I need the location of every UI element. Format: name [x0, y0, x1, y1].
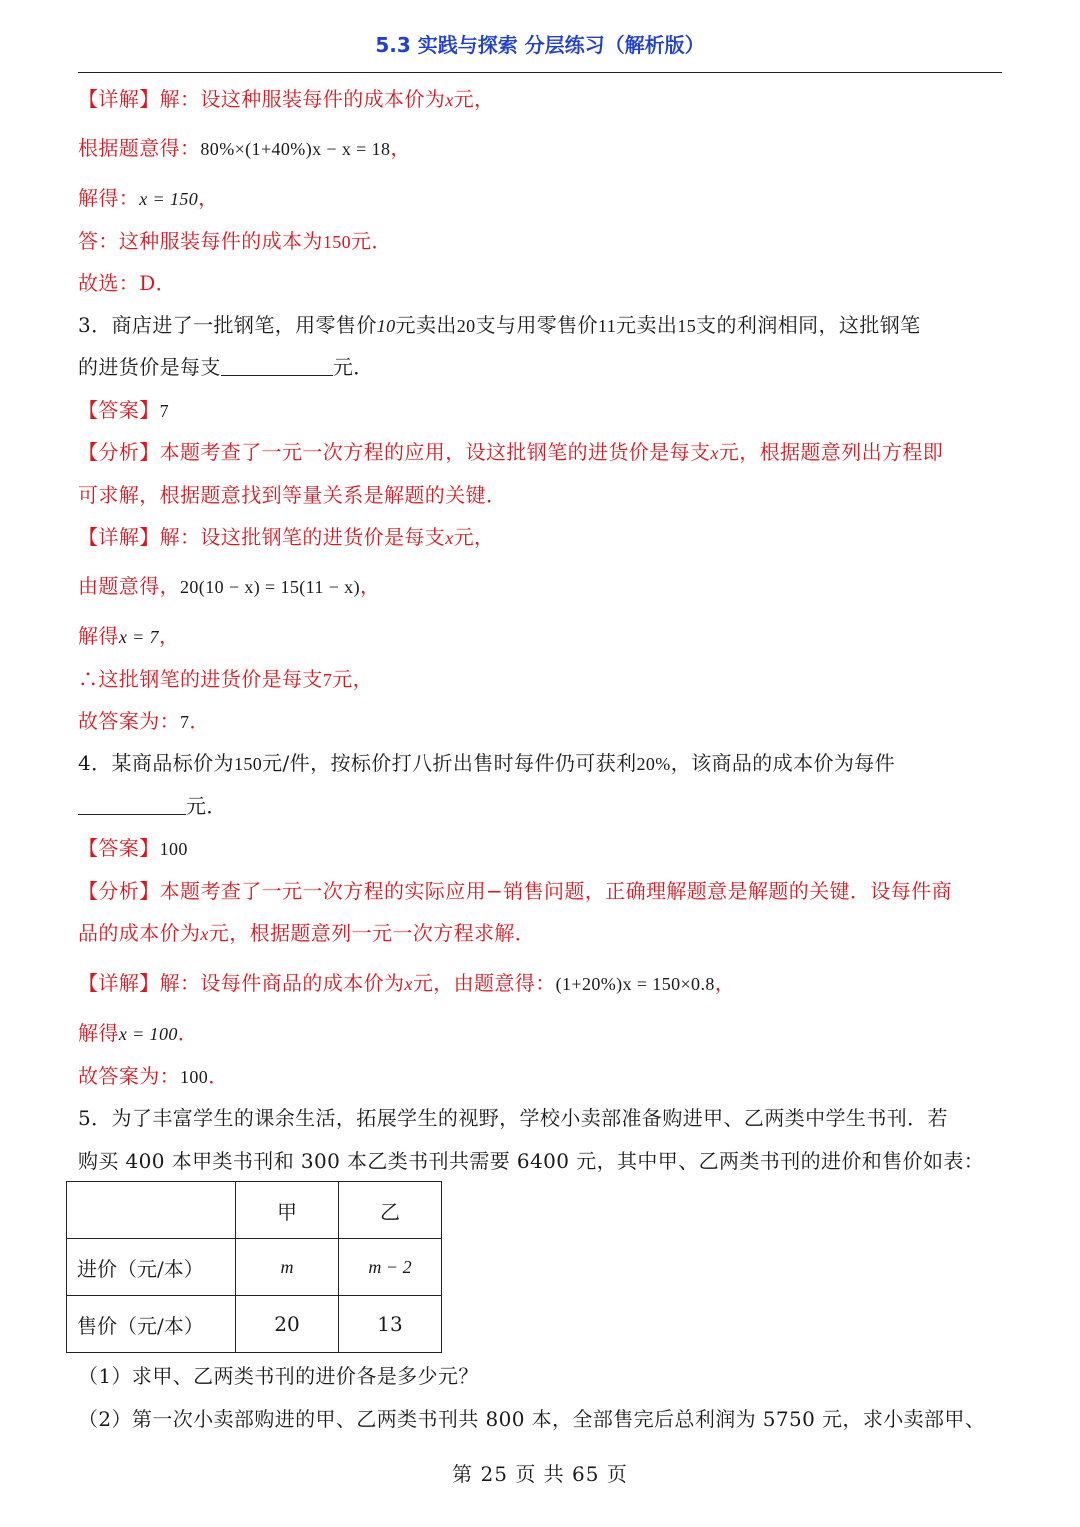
- q3-analysis-line1: 【分析】本题考查了一元一次方程的应用，设这批钢笔的进货价是每支x元，根据题意列出方程即: [78, 440, 944, 464]
- page-number: 第 25 页 共 65 页: [452, 1462, 628, 1486]
- table-header-cell: 甲: [236, 1182, 339, 1239]
- q3-detail: 【详解】解：设这批钢笔的进货价是每支x元，: [78, 525, 495, 549]
- q4-stem-line2: 元．: [78, 791, 1002, 821]
- q2-solution: 解得：x = 150，: [78, 186, 219, 210]
- q5-stem-line2: 购买 400 本甲类书刊和 300 本乙类书刊共需要 6400 元，其中甲、乙两类书刊的进价和售价如表：: [78, 1149, 985, 1173]
- q3-stem-line2: 的进货价是每支 元．: [78, 355, 374, 379]
- page-footer: [0, 1458, 1080, 1487]
- table-row: [67, 1239, 442, 1296]
- q4-analysis-line2: 品的成本价为x元，根据题意列一元一次方程求解．: [78, 921, 536, 945]
- table-row: [67, 1296, 442, 1353]
- q4-final: 故答案为：100．: [78, 1064, 229, 1088]
- table-cell: m: [236, 1239, 339, 1296]
- q3-therefore: ∴这批钢笔的进货价是每支7元，: [78, 667, 374, 691]
- table-cell: 20: [236, 1296, 339, 1353]
- table-header-row: [67, 1182, 442, 1239]
- price-table: [66, 1181, 442, 1353]
- q2-equation: 根据题意得：80%×(1+40%)x − x = 18，: [78, 136, 411, 160]
- q3-solution: 解得x = 7，: [78, 624, 180, 648]
- table-cell-label: 售价（元/本）: [67, 1296, 236, 1353]
- table-cell-label: 进价（元/本）: [67, 1239, 236, 1296]
- table-header-cell: 乙: [339, 1182, 442, 1239]
- q4-stem-line1: 4．某商品标价为150元/件，按标价打八折出售时每件仍可获利20%，该商品的成本价为每件: [78, 751, 896, 775]
- q5-sub2: （2）第一次小卖部购进的甲、乙两类书刊共 800 本，全部售完后总利润为 5750 元，求小卖部甲、: [78, 1407, 986, 1431]
- answer-blank: [221, 355, 333, 376]
- q2-choice: 故选：D．: [78, 271, 177, 295]
- table-cell: m − 2: [339, 1239, 442, 1296]
- q4-detail: 【详解】解：设每件商品的成本价为x元，由题意得：(1+20%)x = 150×0.8，: [78, 971, 736, 995]
- q4-analysis-line1: 【分析】本题考查了一元一次方程的实际应用−销售问题，正确理解题意是解题的关键．设每件商: [78, 879, 952, 903]
- q3-stem-line1: 3．商店进了一批钢笔，用零售价10元卖出20支与用零售价11元卖出15支的利润相同，这批钢笔: [78, 313, 921, 337]
- q3-final: 故答案为：7．: [78, 709, 210, 733]
- page-header: [78, 30, 1002, 73]
- q2-detail: 【详解】解：设这种服装每件的成本价为x元，: [78, 87, 495, 111]
- q3-analysis-line2: 可求解，根据题意找到等量关系是解题的关键．: [78, 483, 507, 507]
- table-header-cell: [67, 1182, 236, 1239]
- q2-answer: 答：这种服装每件的成本为150元．: [78, 229, 392, 253]
- q5-stem-line1: 5．为了丰富学生的课余生活，拓展学生的视野，学校小卖部准备购进甲、乙两类中学生书刊．若: [78, 1106, 948, 1130]
- q3-equation: 由题意得，20(10 − x) = 15(11 − x)，: [78, 574, 381, 598]
- q5-sub1: （1）求甲、乙两类书刊的进价各是多少元？: [78, 1364, 479, 1388]
- q4-answer: 【答案】100: [78, 836, 188, 860]
- page-title: 5.3 实践与探索 分层练习（解析版）: [375, 33, 705, 57]
- q3-answer: 【答案】7: [78, 398, 170, 422]
- answer-blank: [78, 794, 186, 815]
- q4-solution: 解得x = 100．: [78, 1021, 199, 1045]
- table-cell: 13: [339, 1296, 442, 1353]
